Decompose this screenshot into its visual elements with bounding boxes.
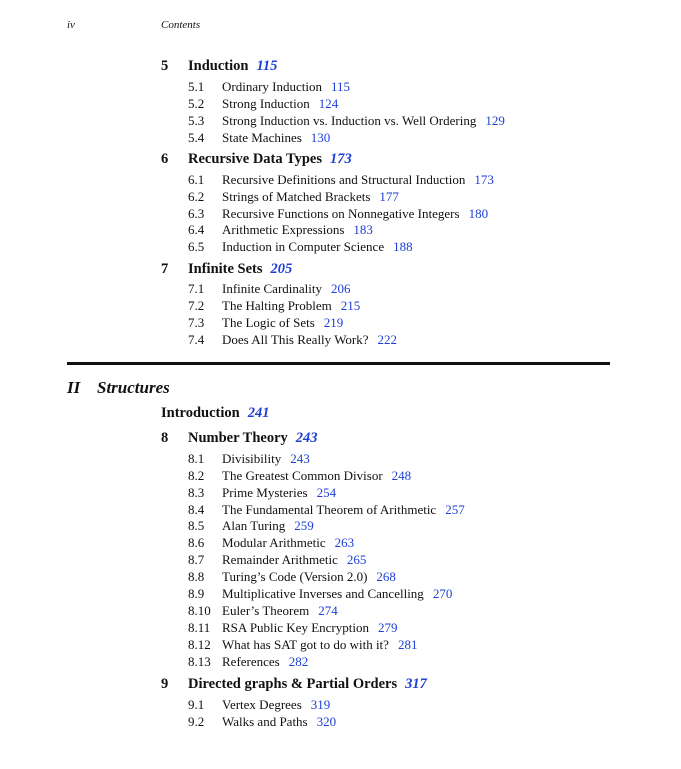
section-title: Recursive Definitions and Structural Induction [222, 172, 466, 187]
section-title: Ordinary Induction [222, 79, 323, 94]
toc-chapter[interactable] [161, 57, 277, 75]
section-number: 8.3 [188, 485, 205, 500]
section-page-link[interactable]: 265 [346, 552, 367, 567]
chapter-number: 7 [161, 261, 169, 277]
section-page-link[interactable]: 279 [377, 620, 398, 635]
toc-section[interactable] [188, 552, 366, 568]
toc-section[interactable] [188, 239, 413, 255]
toc-section[interactable] [188, 637, 417, 653]
section-number: 7.4 [188, 332, 205, 347]
section-title: Arithmetic Expressions [222, 222, 345, 237]
section-page-link[interactable]: 219 [323, 315, 344, 330]
introduction-title: Introduction [161, 405, 240, 421]
section-number: 8.6 [188, 535, 205, 550]
chapter-title: Number Theory [188, 430, 288, 446]
section-number: 8.5 [188, 518, 205, 533]
section-number: 7.3 [188, 315, 205, 330]
section-title: Multiplicative Inverses and Cancelling [222, 586, 424, 601]
section-page-link[interactable]: 130 [310, 130, 331, 145]
section-page-link[interactable]: 206 [331, 281, 351, 296]
section-number: 8.2 [188, 468, 205, 483]
chapter-title: Directed graphs & Partial Orders [188, 676, 398, 692]
toc-section[interactable] [188, 113, 505, 129]
section-number: 8.1 [188, 451, 205, 466]
toc-section[interactable] [188, 281, 351, 297]
section-page-link[interactable]: 263 [334, 535, 355, 550]
section-page-link[interactable]: 183 [353, 222, 373, 237]
section-number: 9.1 [188, 697, 205, 712]
section-number: 6.5 [188, 239, 205, 254]
chapter-page-link[interactable]: 243 [295, 430, 318, 446]
toc-section[interactable] [188, 485, 336, 501]
section-title: Remainder Arithmetic [222, 552, 338, 567]
section-title: The Fundamental Theorem of Arithmetic [222, 502, 437, 517]
section-title: Euler’s Theorem [222, 603, 310, 618]
section-title: RSA Public Key Encryption [222, 620, 369, 635]
chapter-number: 6 [161, 151, 169, 167]
section-number: 6.3 [188, 206, 205, 221]
toc-section[interactable] [188, 620, 397, 636]
section-page-link[interactable]: 124 [318, 96, 339, 111]
section-page-link[interactable]: 257 [445, 502, 465, 517]
section-number: 6.4 [188, 222, 205, 237]
chapter-title: Recursive Data Types [188, 151, 322, 167]
section-number: 8.13 [188, 654, 211, 669]
section-title: State Machines [222, 130, 302, 145]
section-page-link[interactable]: 259 [294, 518, 314, 533]
chapter-number: 9 [161, 676, 169, 692]
section-title: Alan Turing [222, 518, 286, 533]
section-number: 5.3 [188, 113, 205, 128]
section-number: 6.1 [188, 172, 205, 187]
section-page-link[interactable]: 274 [318, 603, 338, 618]
chapter-title: Infinite Sets [188, 261, 263, 277]
section-page-link[interactable]: 254 [316, 485, 337, 500]
section-number: 8.4 [188, 502, 205, 517]
toc-section[interactable] [188, 502, 465, 518]
section-title: References [222, 654, 280, 669]
section-title: Does All This Really Work? [222, 332, 369, 347]
section-page-link[interactable]: 270 [432, 586, 453, 601]
header-running-title: Contents [161, 19, 201, 31]
section-page-link[interactable]: 268 [376, 569, 396, 584]
chapter-page-link[interactable]: 115 [256, 58, 278, 74]
part-number: II [67, 378, 81, 397]
section-title: Vertex Degrees [222, 697, 302, 712]
section-page-link[interactable]: 177 [379, 189, 399, 204]
toc-section[interactable] [188, 468, 411, 484]
toc-section[interactable] [188, 603, 338, 619]
toc-section[interactable] [188, 315, 343, 331]
section-page-link[interactable]: 129 [485, 113, 505, 128]
section-number: 8.10 [188, 603, 211, 618]
section-page-link[interactable]: 188 [393, 239, 413, 254]
toc-chapter[interactable] [161, 150, 352, 168]
section-title: Modular Arithmetic [222, 535, 326, 550]
toc-section[interactable] [188, 222, 373, 238]
section-title: Induction in Computer Science [222, 239, 385, 254]
section-page-link[interactable]: 173 [474, 172, 494, 187]
section-number: 8.9 [188, 586, 205, 601]
toc-section[interactable] [188, 130, 330, 146]
section-number: 5.4 [188, 130, 205, 145]
chapter-number: 5 [161, 58, 169, 74]
toc-chapter[interactable] [161, 675, 427, 693]
chapter-page-link[interactable]: 317 [405, 676, 427, 692]
toc-section[interactable] [188, 714, 336, 730]
section-title: The Greatest Common Divisor [222, 468, 383, 483]
section-page-link[interactable]: 248 [391, 468, 412, 483]
section-page-link[interactable]: 180 [468, 206, 489, 221]
section-page-link[interactable]: 115 [331, 79, 351, 94]
section-page-link[interactable]: 243 [290, 451, 310, 466]
section-number: 8.7 [188, 552, 205, 567]
toc-section[interactable] [188, 535, 354, 551]
toc-section[interactable] [188, 451, 310, 467]
section-number: 5.1 [188, 79, 205, 94]
section-page-link[interactable]: 215 [340, 298, 361, 313]
section-title: The Halting Problem [222, 298, 332, 313]
chapter-page-link[interactable]: 173 [329, 151, 352, 167]
section-title: Infinite Cardinality [222, 281, 323, 296]
chapter-number: 8 [161, 430, 169, 446]
section-number: 7.2 [188, 298, 205, 313]
section-page-link[interactable]: 281 [397, 637, 418, 652]
section-title: Prime Mysteries [222, 485, 308, 500]
section-number: 5.2 [188, 96, 205, 111]
introduction-page-link[interactable]: 241 [247, 405, 270, 421]
toc-section[interactable] [188, 569, 396, 585]
part-divider-rule [67, 362, 610, 365]
section-number: 8.12 [188, 637, 211, 652]
section-title: Divisibility [222, 451, 282, 466]
toc-section[interactable] [188, 654, 308, 670]
section-title: What has SAT got to do with it? [222, 637, 389, 652]
section-number: 6.2 [188, 189, 205, 204]
section-page-link[interactable]: 319 [310, 697, 331, 712]
toc-chapter[interactable] [161, 429, 318, 447]
section-page-link[interactable]: 282 [288, 654, 309, 669]
section-number: 7.1 [188, 281, 205, 296]
section-title: Recursive Functions on Nonnegative Integers [222, 206, 460, 221]
toc-introduction[interactable] [161, 404, 269, 422]
section-title: Strong Induction [222, 96, 310, 111]
section-title: The Logic of Sets [222, 315, 315, 330]
part-title: Structures [97, 378, 170, 397]
toc-section[interactable] [188, 518, 314, 534]
section-title: Strings of Matched Brackets [222, 189, 371, 204]
section-title: Strong Induction vs. Induction vs. Well Ordering [222, 113, 477, 128]
toc-section[interactable] [188, 697, 330, 713]
toc-section[interactable] [188, 189, 399, 205]
chapter-page-link[interactable]: 205 [270, 261, 293, 277]
section-page-link[interactable]: 222 [377, 332, 398, 347]
header-page-numeral: iv [67, 19, 75, 31]
toc-chapter[interactable] [161, 260, 292, 278]
section-title: Walks and Paths [222, 714, 308, 729]
toc-section[interactable] [188, 96, 338, 112]
section-number: 8.11 [188, 620, 211, 635]
part-heading[interactable] [67, 378, 170, 398]
toc-section[interactable] [188, 206, 488, 222]
toc-section[interactable] [188, 332, 397, 348]
chapter-title: Induction [188, 58, 249, 74]
section-title: Turing’s Code (Version 2.0) [222, 569, 368, 584]
toc-section[interactable] [188, 79, 350, 95]
section-number: 8.8 [188, 569, 205, 584]
toc-section[interactable] [188, 172, 494, 188]
toc-section[interactable] [188, 586, 452, 602]
toc-section[interactable] [188, 298, 360, 314]
section-page-link[interactable]: 320 [316, 714, 337, 729]
section-number: 9.2 [188, 714, 205, 729]
